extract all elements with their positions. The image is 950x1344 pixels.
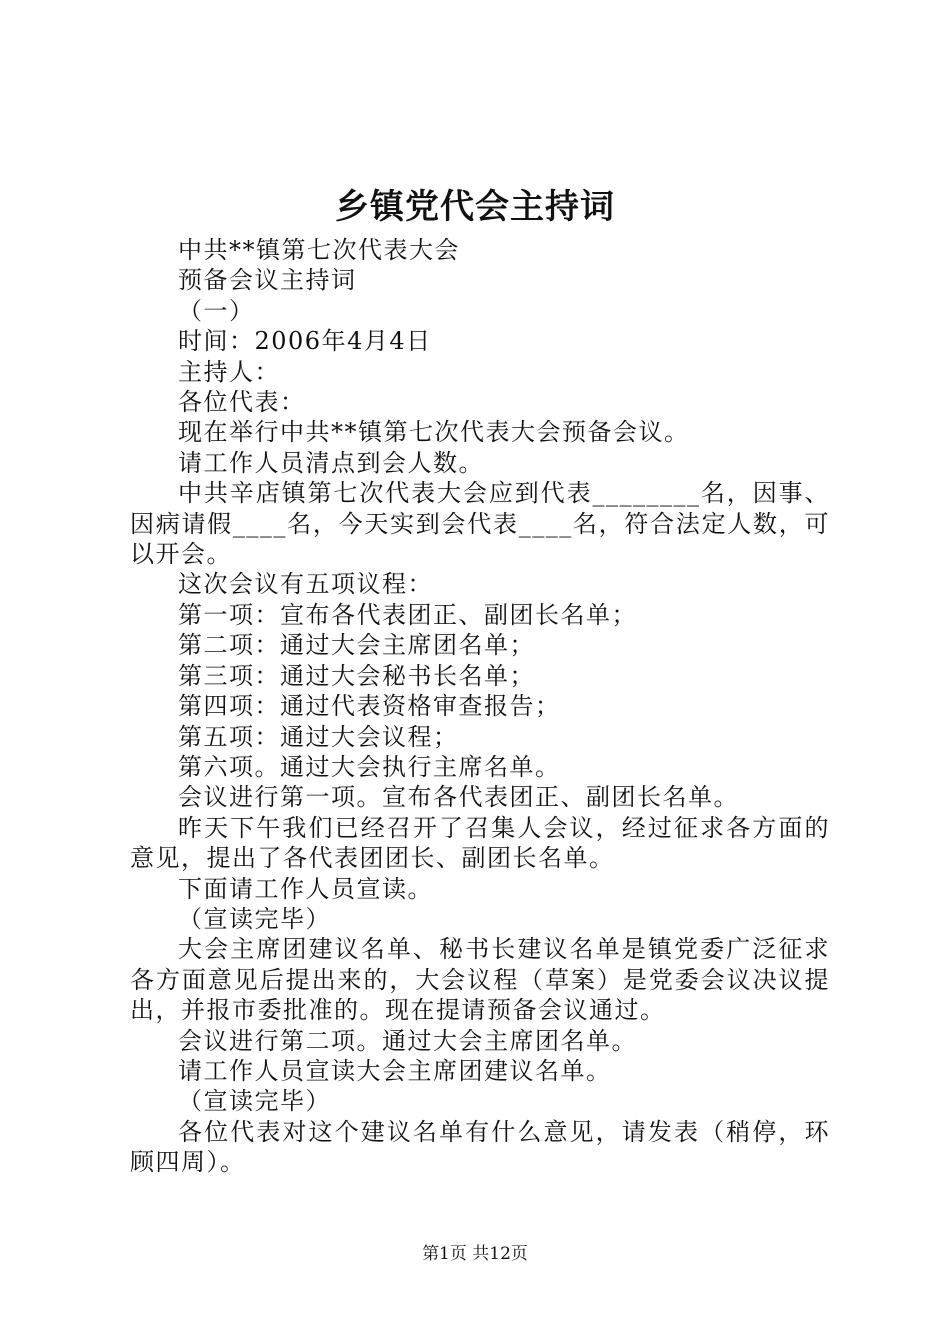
paragraph: （宣读完毕） xyxy=(178,904,331,933)
paragraph: 各位代表： xyxy=(178,388,306,417)
paragraph: 主持人： xyxy=(178,357,280,386)
paragraph: 下面请工作人员宣读。 xyxy=(178,874,433,903)
paragraph: （一） xyxy=(178,296,255,325)
page-number: 第1页 共12页 xyxy=(422,1244,528,1264)
paragraph: 会议进行第二项。通过大会主席团名单。 xyxy=(178,1026,637,1055)
paragraph: 请工作人员宣读大会主席团建议名单。 xyxy=(178,1056,612,1085)
document-body xyxy=(130,235,830,1178)
paragraph: 昨天下午我们已经召开了召集人会议，经过征求各方面的意见，提出了各代表团团长、副团长名单。 xyxy=(130,813,830,873)
paragraph: 第二项：通过大会主席团名单； xyxy=(178,631,535,660)
paragraph: 大会主席团建议名单、秘书长建议名单是镇党委广泛征求各方面意见后提出来的，大会议程（草案）是党委会议决议提出，并报市委批准的。现在提请预备会议通过。 xyxy=(130,935,830,1025)
paragraph: 第一项：宣布各代表团正、副团长名单； xyxy=(178,600,637,629)
paragraph: 中共**镇第七次代表大会 xyxy=(178,236,460,264)
paragraph: 现在举行中共**镇第七次代表大会预备会议。 xyxy=(178,418,690,447)
paragraph: 中共辛店镇第七次代表大会应到代表________名，因事、因病请假____名，今天实到会代表____名，符合法定人数，可以开会。 xyxy=(130,479,830,569)
document-title: 乡镇党代会主持词 xyxy=(335,187,615,227)
paragraph: 第五项：通过大会议程； xyxy=(178,722,459,751)
paragraph: 预备会议主持词 xyxy=(178,266,357,295)
paragraph: 各位代表对这个建议名单有什么意见，请发表（稍停，环顾四周）。 xyxy=(130,1117,830,1177)
paragraph: 会议进行第一项。宣布各代表团正、副团长名单。 xyxy=(178,783,739,812)
paragraph: 第三项：通过大会秘书长名单； xyxy=(178,661,535,690)
paragraph: 这次会议有五项议程： xyxy=(178,570,433,599)
paragraph: 第四项：通过代表资格审查报告； xyxy=(178,692,561,721)
paragraph: 时间：2006年4月4日 xyxy=(178,327,432,356)
paragraph: 第六项。通过大会执行主席名单。 xyxy=(178,752,561,781)
paragraph: 请工作人员清点到会人数。 xyxy=(178,448,484,477)
paragraph: （宣读完毕） xyxy=(178,1087,331,1116)
